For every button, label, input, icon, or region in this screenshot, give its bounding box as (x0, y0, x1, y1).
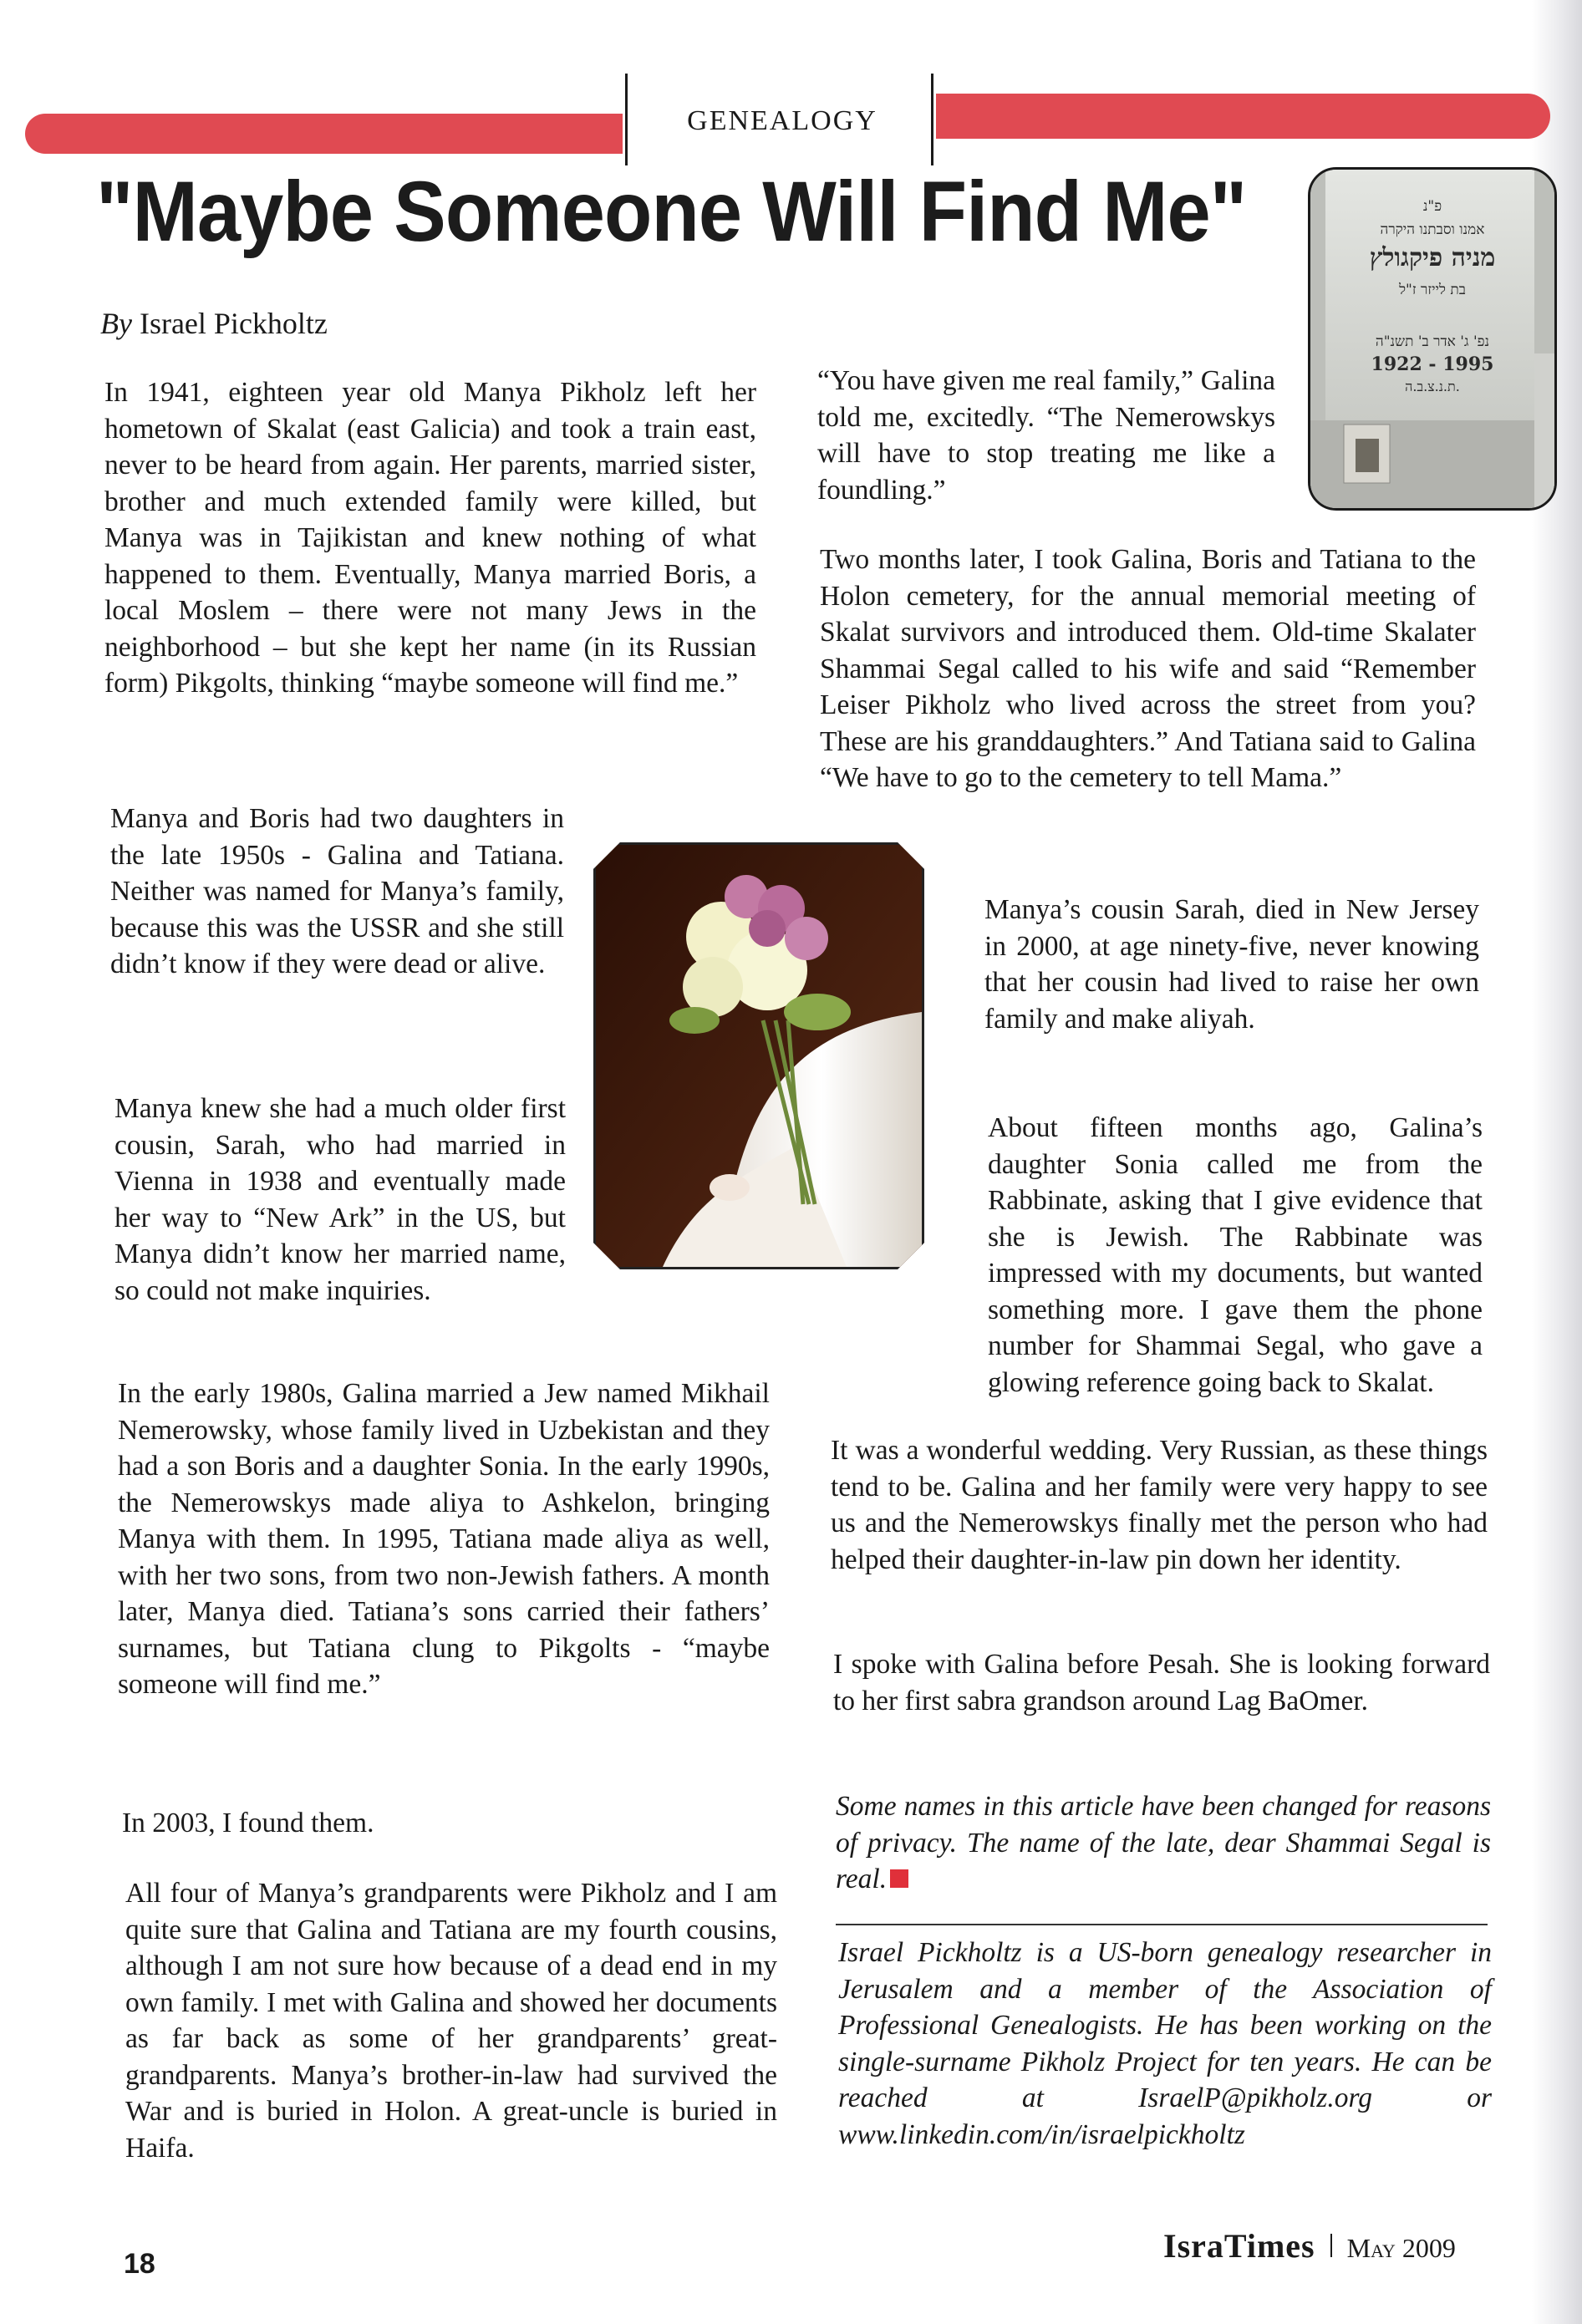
bouquet-illustration (596, 845, 922, 1267)
wedding-bouquet-photo (593, 842, 924, 1269)
footer-masthead (1163, 2226, 1456, 2266)
byline-prefix: By (100, 307, 132, 340)
gravestone-line-3: מניה פיקגולץ (1369, 243, 1496, 272)
gravestone-line-1: פ"נ (1422, 198, 1442, 215)
bio-divider (836, 1924, 1488, 1925)
paragraph-right-6: I spoke with Galina before Pesah. She is looking forward to her first sabra grandson around Lag BaOmer. (833, 1649, 1490, 1716)
paragraph-left-1: In 1941, eighteen year old Manya Pikholz left her hometown of Skalat (east Galicia) and took a train east, never to be heard from again. Her parents, married sister, brother and much extended family were killed, but Manya was in Tajikistan and knew nothing of what happened to them. Eventually, Manya married Boris, a local Moslem – there were not many Jews in the neighborhood – but she kept her name (in its Russian form) Pikgolts, thinking “maybe someone will find me.” (104, 377, 756, 699)
gravestone-line-4: בת לייזר ז"ל (1399, 282, 1466, 298)
author-bio: Israel Pickholtz is a US-born genealogy researcher in Jerusalem and a member of the Association of Professional Genealogists. He has been working on the single-surname Pikholz Project for ten years. He can be reached at IsraelP@pikholz.org or www.linkedin.com/in/israelpickholtz (838, 1937, 1492, 2150)
paragraph-right-2: Two months later, I took Galina, Boris and Tatiana to the Holon cemetery, for the annual memorial meeting of Skalat survivors and introduced them. Old-time Skalater Shammai Segal called to his wife and said “Remember Leiser Pikholz who lived across the street from you? These are his granddaughters.” And Tatiana said to Galina “We have to go to the cemetery to tell Mama.” (820, 544, 1476, 793)
byline-author: Israel Pickholtz (139, 307, 328, 340)
paragraph-right-5: It was a wonderful wedding. Very Russian, as these things tend to be. Galina and her family were very happy to see us and the Nemerowskys finally met the person who had helped their daughter-in-law pin down her identity. (831, 1435, 1488, 1575)
gravestone-dates: 1922 - 1995 (1371, 353, 1494, 375)
issue-date: May 2009 (1346, 2233, 1456, 2263)
paragraph-left-3: Manya knew she had a much older first cousin, Sarah, who had married in Vienna in 1938 and eventually made her way to “New Ark” in the US, but Manya didn’t know her married name, so could not make inquiries. (114, 1093, 566, 1306)
privacy-note-text: Some names in this article have been changed for reasons of privacy. The name of the late, dear Shammai Segal is real. (836, 1791, 1491, 1894)
gravestone-line-5: נפ' ג' אדר ב' תשנ"ה (1375, 333, 1490, 350)
page-number: 18 (124, 2248, 155, 2280)
gravestone-line-2: אמנו וסבתנו היקרה (1380, 221, 1485, 238)
paragraph-right-3: Manya’s cousin Sarah, died in New Jersey in 2000, at age ninety-five, never knowing that her cousin had lived to raise her own family and make aliyah. (984, 894, 1479, 1035)
gravestone-line-7: ת.נ.צ.ב.ה. (1405, 379, 1460, 394)
publication-name: IsraTimes (1163, 2227, 1315, 2265)
byline (100, 306, 328, 341)
section-label: GENEALOGY (687, 105, 877, 136)
gravestone-photo (1308, 167, 1557, 511)
paragraph-left-4: In the early 1980s, Galina married a Jew named Mikhail Nemerowsky, whose family lived in Uzbekistan and they had a son Boris and a daughter Sonia. In the early 1990s, the Nemerowskys made aliya to Ashkelon, bringing Manya with them. In 1995, Tatiana made aliya as well, with her two sons, from two non-Jewish fathers. A month later, Manya died. Tatiana’s sons carried their fathers’ surnames, but Tatiana clung to Pikgolts - “maybe someone will find me.” (118, 1378, 770, 1700)
headline: "Maybe Someone Will Find Me" (96, 164, 1247, 259)
footer-separator (1330, 2234, 1332, 2257)
paragraph-right-1: “You have given me real family,” Galina told me, excitedly. “The Nemerowskys will have to stop treating me like a foundling.” (817, 365, 1275, 506)
paragraph-left-2: Manya and Boris had two daughters in the late 1950s - Galina and Tatiana. Neither was named for Manya’s family, because this was the USSR and she still didn’t know if they were dead or alive. (110, 803, 564, 979)
end-of-article-mark (890, 1869, 908, 1888)
header-divider-left (625, 74, 628, 165)
privacy-note (836, 1788, 1491, 1898)
paragraph-left-6: All four of Manya’s grandparents were Pikholz and I am quite sure that Galina and Tatiana are my fourth cousins, although I am not sure how because of a dead end in my own family. I met with Galina and showed her documents as far back as some of her grandparents’ great-grandparents. Manya’s brother-in-law had survived the War and is buried in Holon. A great-uncle is buried in Haifa. (125, 1878, 777, 2164)
header-band-left (25, 114, 623, 154)
header-band-right (936, 94, 1550, 139)
paragraph-left-5: In 2003, I found them. (122, 1808, 374, 1838)
paragraph-right-4: About fifteen months ago, Galina’s daughter Sonia called me from the Rabbinate, asking that I give evidence that she is Jewish. The Rabbinate was impressed with my documents, but wanted something more. I gave them the phone number for Shammai Segal, who gave a glowing reference going back to Skalat. (988, 1112, 1483, 1398)
